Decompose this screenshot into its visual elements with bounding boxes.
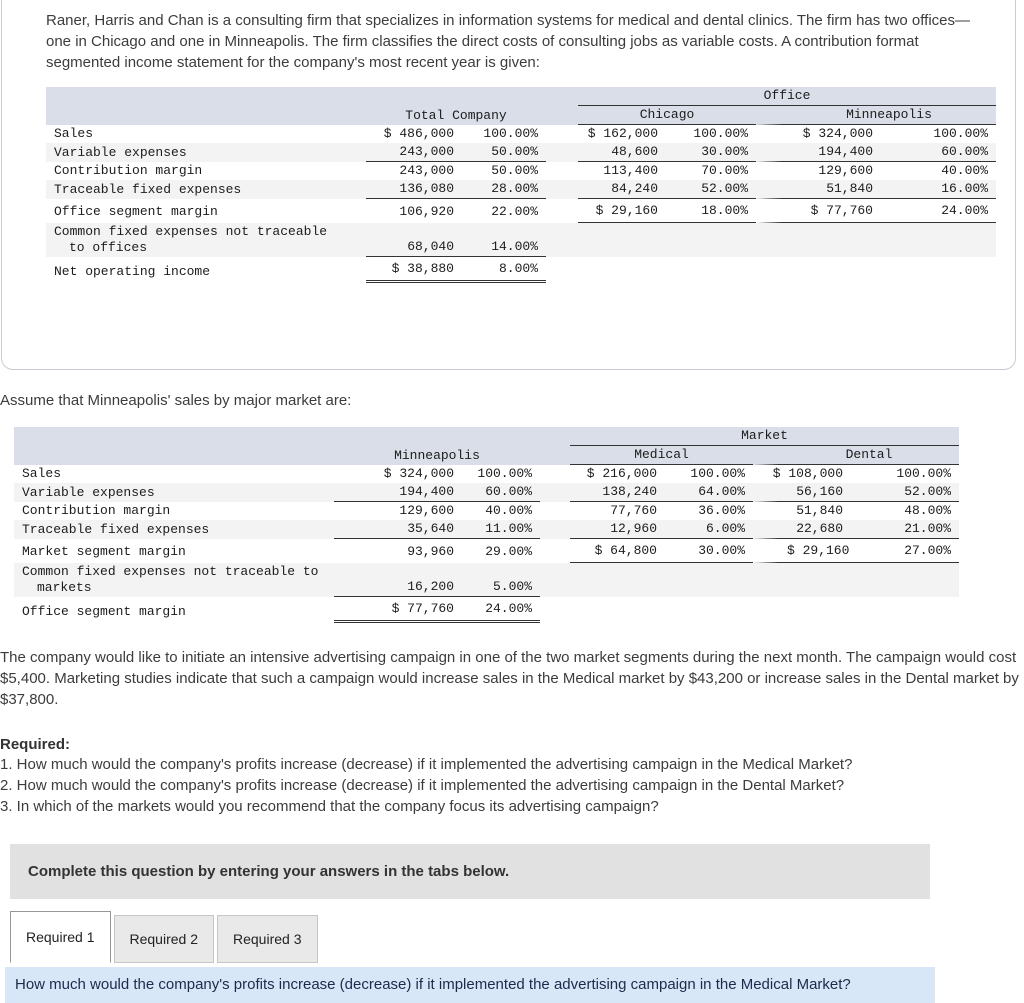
row-label-cell: Market segment margin (22, 544, 186, 559)
table-row (14, 465, 959, 483)
row-label-line2: to offices (69, 240, 148, 255)
value-cell: $ 64,800 (570, 539, 665, 563)
value-cell: 40.00% (941, 163, 988, 178)
minneapolis-market-table (14, 427, 959, 623)
value-cell: 24.00% (881, 199, 996, 223)
col-minneapolis: Minneapolis (394, 448, 480, 463)
question-panel (1, 0, 1016, 370)
table-row (46, 162, 996, 180)
value-cell: 27.00% (851, 539, 959, 563)
spacer-cell (540, 465, 570, 483)
value-cell: 6.00% (665, 520, 753, 539)
spacer-cell (546, 162, 578, 180)
table-row (46, 199, 996, 223)
col-medical: Medical (570, 446, 753, 465)
value-cell: 12,960 (570, 520, 665, 539)
value-cell: 51,840 (796, 503, 843, 518)
value-cell: 70.00% (701, 163, 748, 178)
spacer-cell (540, 502, 570, 520)
value-cell: 60.00% (881, 143, 996, 162)
value-cell: 5.00% (462, 563, 540, 597)
value-cell: 113,400 (603, 163, 658, 178)
spacer-cell (540, 563, 570, 597)
col-minneapolis: Minneapolis (756, 106, 996, 125)
spacer-cell (546, 180, 578, 199)
value-cell: $ 77,760 (756, 199, 881, 223)
value-cell: $ 38,880 (366, 257, 462, 283)
col-dental: Dental (753, 446, 959, 465)
col-chicago: Chicago (578, 106, 756, 125)
campaign-text: The company would like to initiate an intensive advertising campaign in one of the two market segments during the next month. The campaign would cost $5,400. Marketing studies indicate that such a campaign would increase sales in the Medical market by $43,200 or increase sales in the Dental market by $37,800. (0, 649, 1019, 708)
value-cell: $ 324,000 (802, 126, 873, 141)
row-label-cell: Sales (22, 466, 62, 481)
value-cell: $ 486,000 (383, 126, 454, 141)
value-cell: 40.00% (485, 503, 532, 518)
value-cell: 194,400 (756, 143, 881, 162)
table-row (14, 539, 959, 563)
empty-cell (666, 257, 756, 283)
value-cell: $ 29,160 (753, 539, 851, 563)
col-total-company: Total Company (405, 108, 507, 123)
value-cell: 100.00% (933, 126, 988, 141)
spacer-cell (546, 257, 578, 283)
value-cell: 194,400 (334, 483, 462, 502)
empty-cell (756, 257, 881, 283)
tab-required-1[interactable]: Required 1 (10, 911, 111, 963)
value-cell: 243,000 (366, 143, 462, 162)
empty-cell (578, 257, 666, 283)
empty-cell (14, 446, 334, 465)
column-header-row (46, 106, 996, 125)
value-cell: 14.00% (462, 223, 546, 257)
value-cell: 48,600 (578, 143, 666, 162)
value-cell: 56,160 (753, 483, 851, 502)
value-cell: 16,200 (334, 563, 462, 597)
tab-required-3[interactable]: Required 3 (217, 915, 318, 963)
value-cell: 243,000 (399, 163, 454, 178)
empty-cell (756, 223, 881, 257)
value-cell: 136,080 (366, 180, 462, 199)
value-cell: 16.00% (881, 180, 996, 199)
row-label-line1: Common fixed expenses not traceable to (22, 564, 319, 579)
table-row (14, 483, 959, 502)
value-cell: 21.00% (851, 520, 959, 539)
value-cell: $ 324,000 (383, 466, 454, 481)
spacer-cell (540, 597, 570, 623)
row-label-cell: Traceable fixed expenses (22, 522, 210, 537)
empty-cell (14, 427, 570, 446)
table-row (46, 125, 996, 143)
value-cell: 77,760 (610, 503, 657, 518)
value-cell: 35,640 (334, 520, 462, 539)
row-label-cell: Office segment margin (22, 604, 186, 619)
value-cell: 60.00% (462, 483, 540, 502)
table-row (46, 143, 996, 162)
group-header-row (14, 427, 959, 446)
table-row (46, 180, 996, 199)
tab-required-2[interactable]: Required 2 (114, 915, 215, 963)
value-cell: 50.00% (491, 163, 538, 178)
value-cell: 29.00% (485, 544, 532, 559)
value-cell: 64.00% (665, 483, 753, 502)
value-cell: 138,240 (570, 483, 665, 502)
row-label-cell: Office segment margin (54, 204, 218, 219)
spacer-cell (546, 143, 578, 162)
empty-cell (851, 563, 959, 597)
value-cell: 18.00% (666, 199, 756, 223)
empty-cell (665, 563, 753, 597)
value-cell: 68,040 (366, 223, 462, 257)
complete-instruction-box: Complete this question by entering your answers in the tabs below. (10, 844, 930, 899)
row-label-cell: Contribution margin (22, 503, 171, 518)
row-label-cell: Traceable fixed expenses (54, 182, 242, 197)
required-tabs (10, 909, 1024, 963)
value-cell: 52.00% (851, 483, 959, 502)
required-heading: Required: (0, 736, 71, 753)
empty-cell (46, 106, 366, 125)
value-cell: $ 162,000 (587, 126, 658, 141)
value-cell: 28.00% (462, 180, 546, 199)
spacer-cell (540, 539, 570, 563)
empty-cell (666, 223, 756, 257)
column-header-row (14, 446, 959, 465)
value-cell: 24.00% (462, 597, 540, 623)
spacer-cell (546, 199, 578, 223)
value-cell: 129,600 (818, 163, 873, 178)
empty-cell (570, 597, 665, 623)
group-header-row (46, 87, 996, 106)
empty-cell (570, 563, 665, 597)
empty-cell (881, 223, 996, 257)
empty-cell (753, 597, 851, 623)
empty-cell (665, 597, 753, 623)
required-item-1: 1. How much would the company's profits increase (decrease) if it implemented the advertising campaign in the Medical Market? (0, 756, 853, 773)
value-cell: 22,680 (753, 520, 851, 539)
value-cell: $ 216,000 (586, 466, 657, 481)
value-cell: 52.00% (666, 180, 756, 199)
lower-section (0, 392, 1024, 816)
table-row (14, 520, 959, 539)
empty-cell (578, 223, 666, 257)
market-group-header: Market (570, 427, 959, 446)
row-label-cell (46, 223, 366, 257)
spacer-cell (546, 125, 578, 143)
required-item-3: 3. In which of the markets would you recommend that the company focus its advertising campaign? (0, 798, 659, 815)
value-cell: 50.00% (462, 143, 546, 162)
value-cell: 48.00% (904, 503, 951, 518)
row-label-cell: Variable expenses (54, 145, 187, 160)
empty-cell (851, 597, 959, 623)
required-item-2: 2. How much would the company's profits increase (decrease) if it implemented the advertising campaign in the Dental Market? (0, 777, 845, 794)
value-cell: 100.00% (483, 126, 538, 141)
row-label-cell: Contribution margin (54, 163, 203, 178)
value-cell: 8.00% (462, 257, 546, 283)
row-label-cell: Net operating income (54, 264, 211, 279)
table-row (46, 257, 996, 283)
value-cell: 129,600 (399, 503, 454, 518)
spacer-cell (546, 223, 578, 257)
spacer-cell (540, 483, 570, 502)
row-label-line1: Common fixed expenses not traceable (54, 224, 328, 239)
table-row (14, 502, 959, 520)
value-cell: 100.00% (693, 126, 748, 141)
empty-cell (881, 257, 996, 283)
spacer-cell (540, 520, 570, 539)
office-group-header: Office (578, 87, 996, 106)
value-cell: 36.00% (698, 503, 745, 518)
segmented-income-statement-table (46, 87, 996, 283)
empty-cell (540, 446, 570, 465)
table-row (14, 597, 959, 623)
value-cell: 93,960 (407, 544, 454, 559)
row-label-cell: Variable expenses (22, 485, 155, 500)
row-label-line2: markets (37, 580, 92, 595)
value-cell: 22.00% (491, 204, 538, 219)
value-cell: 30.00% (665, 539, 753, 563)
table-row (14, 563, 959, 597)
table-row (46, 223, 996, 257)
value-cell: 84,240 (578, 180, 666, 199)
intro-text: Raner, Harris and Chan is a consulting firm that specializes in information systems for medical and dental clinics. The firm has two offices—one in Chicago and one in Minneapolis. The firm classifies the direct costs of consulting jobs as variable costs. A contribution format segmented income statement for the company's most recent year is given: (46, 12, 971, 71)
empty-cell (46, 87, 578, 106)
value-cell: 30.00% (666, 143, 756, 162)
value-cell: 106,920 (399, 204, 454, 219)
value-cell: $ 108,000 (772, 466, 843, 481)
row-label-cell (14, 563, 334, 597)
value-cell: $ 29,160 (578, 199, 666, 223)
assume-text: Assume that Minneapolis' sales by major market are: (0, 392, 352, 409)
value-cell: 11.00% (462, 520, 540, 539)
value-cell: $ 77,760 (334, 597, 462, 623)
empty-cell (753, 563, 851, 597)
value-cell: 100.00% (896, 466, 951, 481)
value-cell: 51,840 (756, 180, 881, 199)
empty-cell (546, 106, 578, 125)
question-bar: How much would the company's profits increase (decrease) if it implemented the advertising campaign in the Medical Market? (5, 967, 935, 1003)
value-cell: 100.00% (477, 466, 532, 481)
row-label-cell: Sales (54, 126, 94, 141)
value-cell: 100.00% (690, 466, 745, 481)
